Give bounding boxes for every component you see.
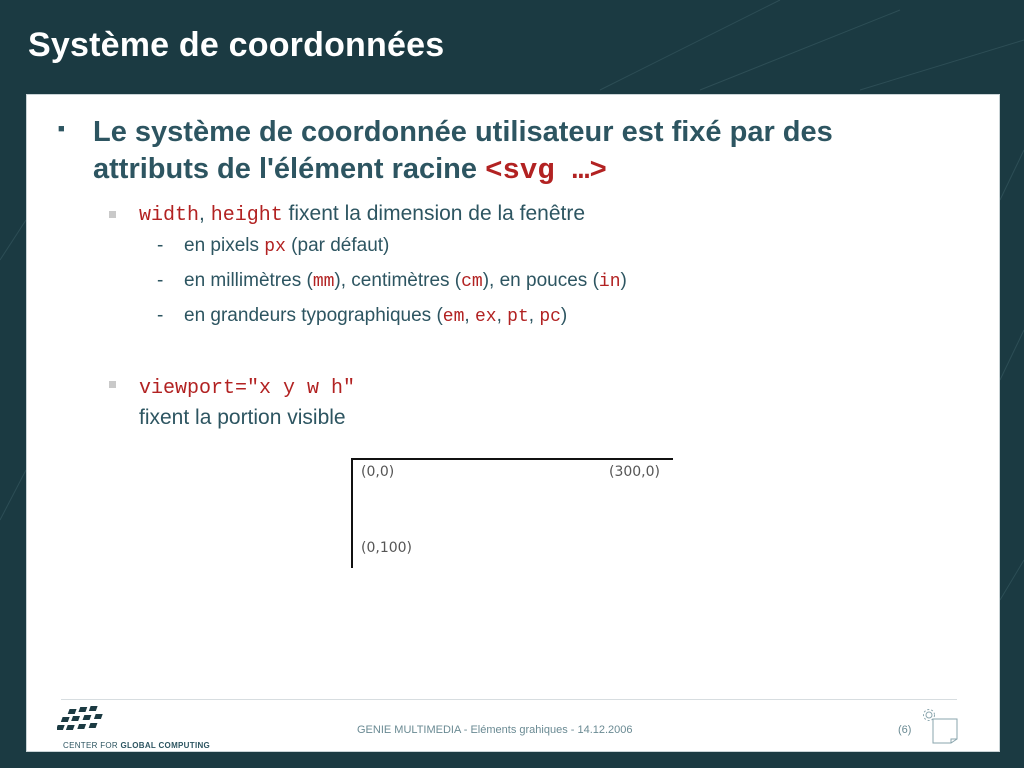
- bottom-left-label: (0,100): [361, 540, 413, 556]
- slide-title: Système de coordonnées: [28, 26, 445, 64]
- centimeters-label: ), centimètres (: [334, 270, 462, 291]
- inches-label: ), en pouces (: [482, 270, 599, 291]
- millimeters-label: en millimètres (: [184, 270, 313, 291]
- content-panel: [26, 94, 1000, 752]
- cgc-logo: [57, 705, 211, 753]
- metric-text: [184, 270, 627, 292]
- gray-square-bullet-icon: [109, 211, 116, 218]
- width-code: width: [139, 204, 200, 227]
- viewport-description: fixent la portion visible: [139, 406, 346, 429]
- square-bullet-icon: ■: [58, 123, 65, 135]
- coordinate-system-figure: [351, 458, 673, 568]
- separator: ,: [528, 305, 540, 326]
- logo-text: [63, 741, 210, 750]
- footer-center-text: GENIE MULTIMEDIA - Eléments grahiques - 14.12.2006: [357, 724, 633, 736]
- dash-bullet: -: [157, 305, 164, 326]
- bullet-text: [93, 114, 953, 189]
- comma: ,: [199, 202, 211, 225]
- pc-code: pc: [539, 307, 561, 327]
- svg-element-code: <svg …>: [485, 154, 607, 187]
- em-code: em: [442, 307, 465, 327]
- dimensions-text: [139, 199, 585, 231]
- viewport-code: viewport="x y w h": [139, 377, 356, 400]
- top-right-label: (300,0): [609, 464, 661, 480]
- typographic-label: en grandeurs typographiques (: [184, 305, 443, 326]
- pt-code: pt: [507, 307, 529, 327]
- height-code: height: [210, 204, 283, 227]
- page-number: (6): [898, 724, 912, 736]
- origin-label: (0,0): [361, 464, 395, 480]
- footer-divider: [61, 699, 957, 700]
- separator: ,: [464, 305, 475, 326]
- px-code: px: [264, 237, 286, 257]
- cgc-logo-icon: [57, 705, 117, 741]
- logo-text-part2: GLOBAL COMPUTING: [120, 741, 211, 750]
- separator: ,: [496, 305, 508, 326]
- default-note: (par défaut): [285, 235, 390, 256]
- bullet-text-main: Le système de coordonnée utilisateur est fixé par des attributs de l'élément racine: [93, 116, 833, 185]
- closing-paren: ): [560, 305, 568, 326]
- gray-square-bullet-icon: [109, 381, 116, 388]
- mm-code: mm: [312, 272, 335, 292]
- dash-bullet: -: [157, 235, 164, 256]
- pixels-label: en pixels: [184, 235, 265, 256]
- closing-paren: ): [620, 270, 627, 291]
- dash-bullet: -: [157, 270, 164, 291]
- in-code: in: [598, 272, 621, 292]
- cm-code: cm: [461, 272, 483, 292]
- pixels-text: [184, 235, 389, 257]
- logo-text-part1: CENTER FOR: [63, 741, 121, 750]
- dimension-description: fixent la dimension de la fenêtre: [282, 202, 586, 225]
- typographic-text: [184, 305, 567, 327]
- viewport-code-line: [139, 372, 355, 404]
- page-curl-icon: [923, 709, 959, 745]
- ex-code: ex: [474, 307, 497, 327]
